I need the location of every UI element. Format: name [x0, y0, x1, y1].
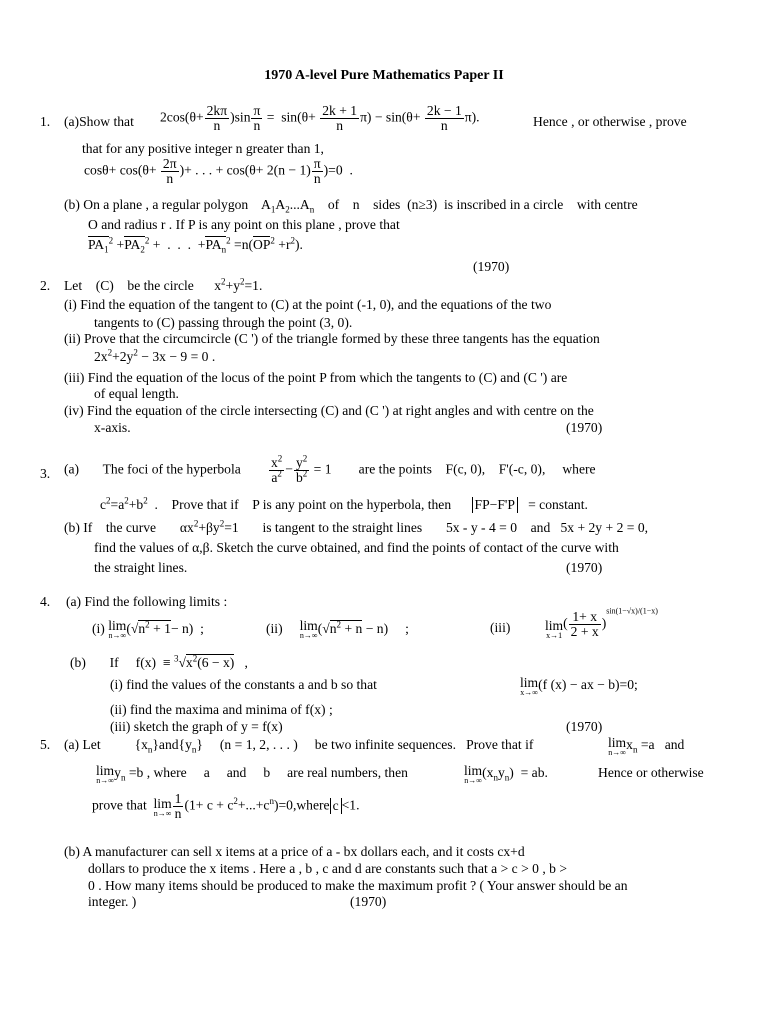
q4b-i: (i) find the values of the constants a and b so that [110, 677, 377, 692]
q5-number: 5. [40, 737, 51, 752]
q2-ii-line1: (ii) Prove that the circumcircle (C ') of the triangle formed by these three tangents has the equation [64, 331, 600, 346]
q2-ii-line2: $2x^2+2y^2 - 3x - 9 = 0$ . [94, 347, 216, 364]
q5a-line2-end: Hence or otherwise [598, 765, 704, 780]
q2-year: (1970) [566, 420, 603, 435]
q1-year: (1970) [473, 259, 510, 274]
q5b-line4: integer. ) [88, 894, 137, 909]
q2-i-line1: (i) Find the equation of the tangent to (C) at the point (-1, 0), and the equations of the two [64, 297, 552, 312]
q4a-iii-label: (iii) [490, 620, 511, 635]
q4-year: (1970) [566, 719, 603, 734]
q5b-line2: dollars to produce the x items . Here a , b , c and d are constants such that a > c > 0 , b > [88, 861, 568, 876]
q2-iv-line1: (iv) Find the equation of the circle intersecting (C) and (C ') at right angles and with centre on the [64, 403, 594, 418]
q3b-line3: the straight lines. [94, 560, 188, 575]
q1a-expression: 2cos(θ+ $\frac{2k\pi}{n}$ )sin $\frac{\pi}{n}$ = sin(θ+ $\frac{2k + 1}{n}$ π) − sin(θ+ $\frac{2k - 1}{n}$ π). [160, 103, 480, 133]
q2-i-line2: tangents to (C) passing through the point (3, 0). [94, 315, 353, 330]
q1-number: 1. [40, 114, 51, 129]
q1a-line3: cosθ+ cos(θ+ $\frac{2\pi}{n}$ )+ . . . + cos(θ+ 2(n − 1) $\frac{\pi}{n}$ )=0 . [84, 156, 353, 186]
q3b-line1: (b) If the curve $\alpha x^2+\beta y^2=1$ is tangent to the straight lines 5x - y - 4 = 0 and 5x + 2y + 2 = 0, [64, 518, 649, 535]
q5a-line1: (a) Let $\{x_n\}and\{y_n\}$ (n = 1, 2, . . . ) be two infinite sequences. Prove that if [64, 737, 534, 755]
q5b-line1: (b) A manufacturer can sell x items at a price of a - bx dollars each, and it costs cx+d [64, 844, 525, 859]
q4a-line1: (a) Find the following limits : [66, 594, 228, 609]
q3a-line1: (a) The foci of the hyperbola $\frac{x^2}{a^2}$ − $\frac{y^2}{b^2}$ = 1 are the points F(c, 0), F'(-c, 0), where [64, 453, 596, 485]
q1a-line2: that for any positive integer n greater than 1, [82, 141, 324, 156]
q3a-line2: $c^2=a^2+b^2$ . Prove that if P is any point on the hyperbola, then FP−F'P = constant. [100, 495, 588, 512]
q1a-label: (a)Show that [64, 114, 134, 129]
q4b-iii: (iii) sketch the graph of y = f(x) [110, 719, 283, 734]
q2-iii-line1: (iii) Find the equation of the locus of the point P from which the tangents to (C) and (C ') are [64, 370, 568, 385]
q3b-line2: find the values of α,β. Sketch the curve obtained, and find the points of contact of the curve with [94, 540, 619, 555]
q3-year: (1970) [566, 560, 603, 575]
q4a-iii-expr: lim x→1 ( $\frac{1+ x}{2 + x}$ )$^{sin(1-√x)/(1-x)}$ [545, 606, 658, 640]
q4-number: 4. [40, 594, 51, 609]
q2-intro: Let (C) be the circle $x^2+y^2=1$. [64, 276, 263, 293]
q5-year: (1970) [350, 894, 387, 909]
q4b-i-expr: lim x→∞ (f (x) − ax − b)=0; [520, 675, 638, 697]
q4b-line1: (b) If $f(x) \equiv ^3√x^2(6 - x)$ , [70, 653, 248, 670]
page-title: 1970 A-level Pure Mathematics Paper II [264, 68, 504, 83]
q5a-line1-end: lim n→∞ $x_n =a$ and [608, 735, 685, 757]
q2-number: 2. [40, 278, 51, 293]
q2-iv-line2: x-axis. [94, 420, 131, 435]
q5a-line2: lim n→∞ $y_n =b$ , where a and b are real numbers, then [96, 763, 408, 785]
q4b-ii: (ii) find the maxima and minima of f(x) ; [110, 702, 333, 717]
q5b-line3: 0 . How many items should be produced to make the maximum profit ? ( Your answer should be an [88, 878, 628, 893]
q1b-line2: O and radius r . If P is any point on this plane , prove that [88, 217, 400, 232]
q3-number: 3. [40, 466, 51, 481]
q4a-i: (i) lim n→∞ $(√n^2 + 1- n)$ ; [92, 618, 204, 640]
q5a-line2-mid: lim n→∞ $(x_ny_n)$ = ab. [464, 763, 548, 785]
q1a-hence: Hence , or otherwise , prove [533, 114, 687, 129]
q4a-ii: (ii) lim n→∞ $(√n^2 + n - n)$ ; [266, 618, 409, 640]
q2-iii-line2: of equal length. [94, 386, 179, 401]
q1b-line3: $PA_1^2 +PA_2^2$ + . . . $+PA_n^2 =n(OP^2 +r^2)$. [88, 235, 303, 255]
q1b-line1: (b) On a plane , a regular polygon $A_1A_2...A_n$ of n sides (n≥3) is inscribed in a circle with centre [64, 197, 638, 215]
q5a-line3: prove that lim n→∞ $\frac{1}{n}$ $(1+ c + c^2+...+c^n)=0,where$ c <1. [92, 791, 360, 821]
